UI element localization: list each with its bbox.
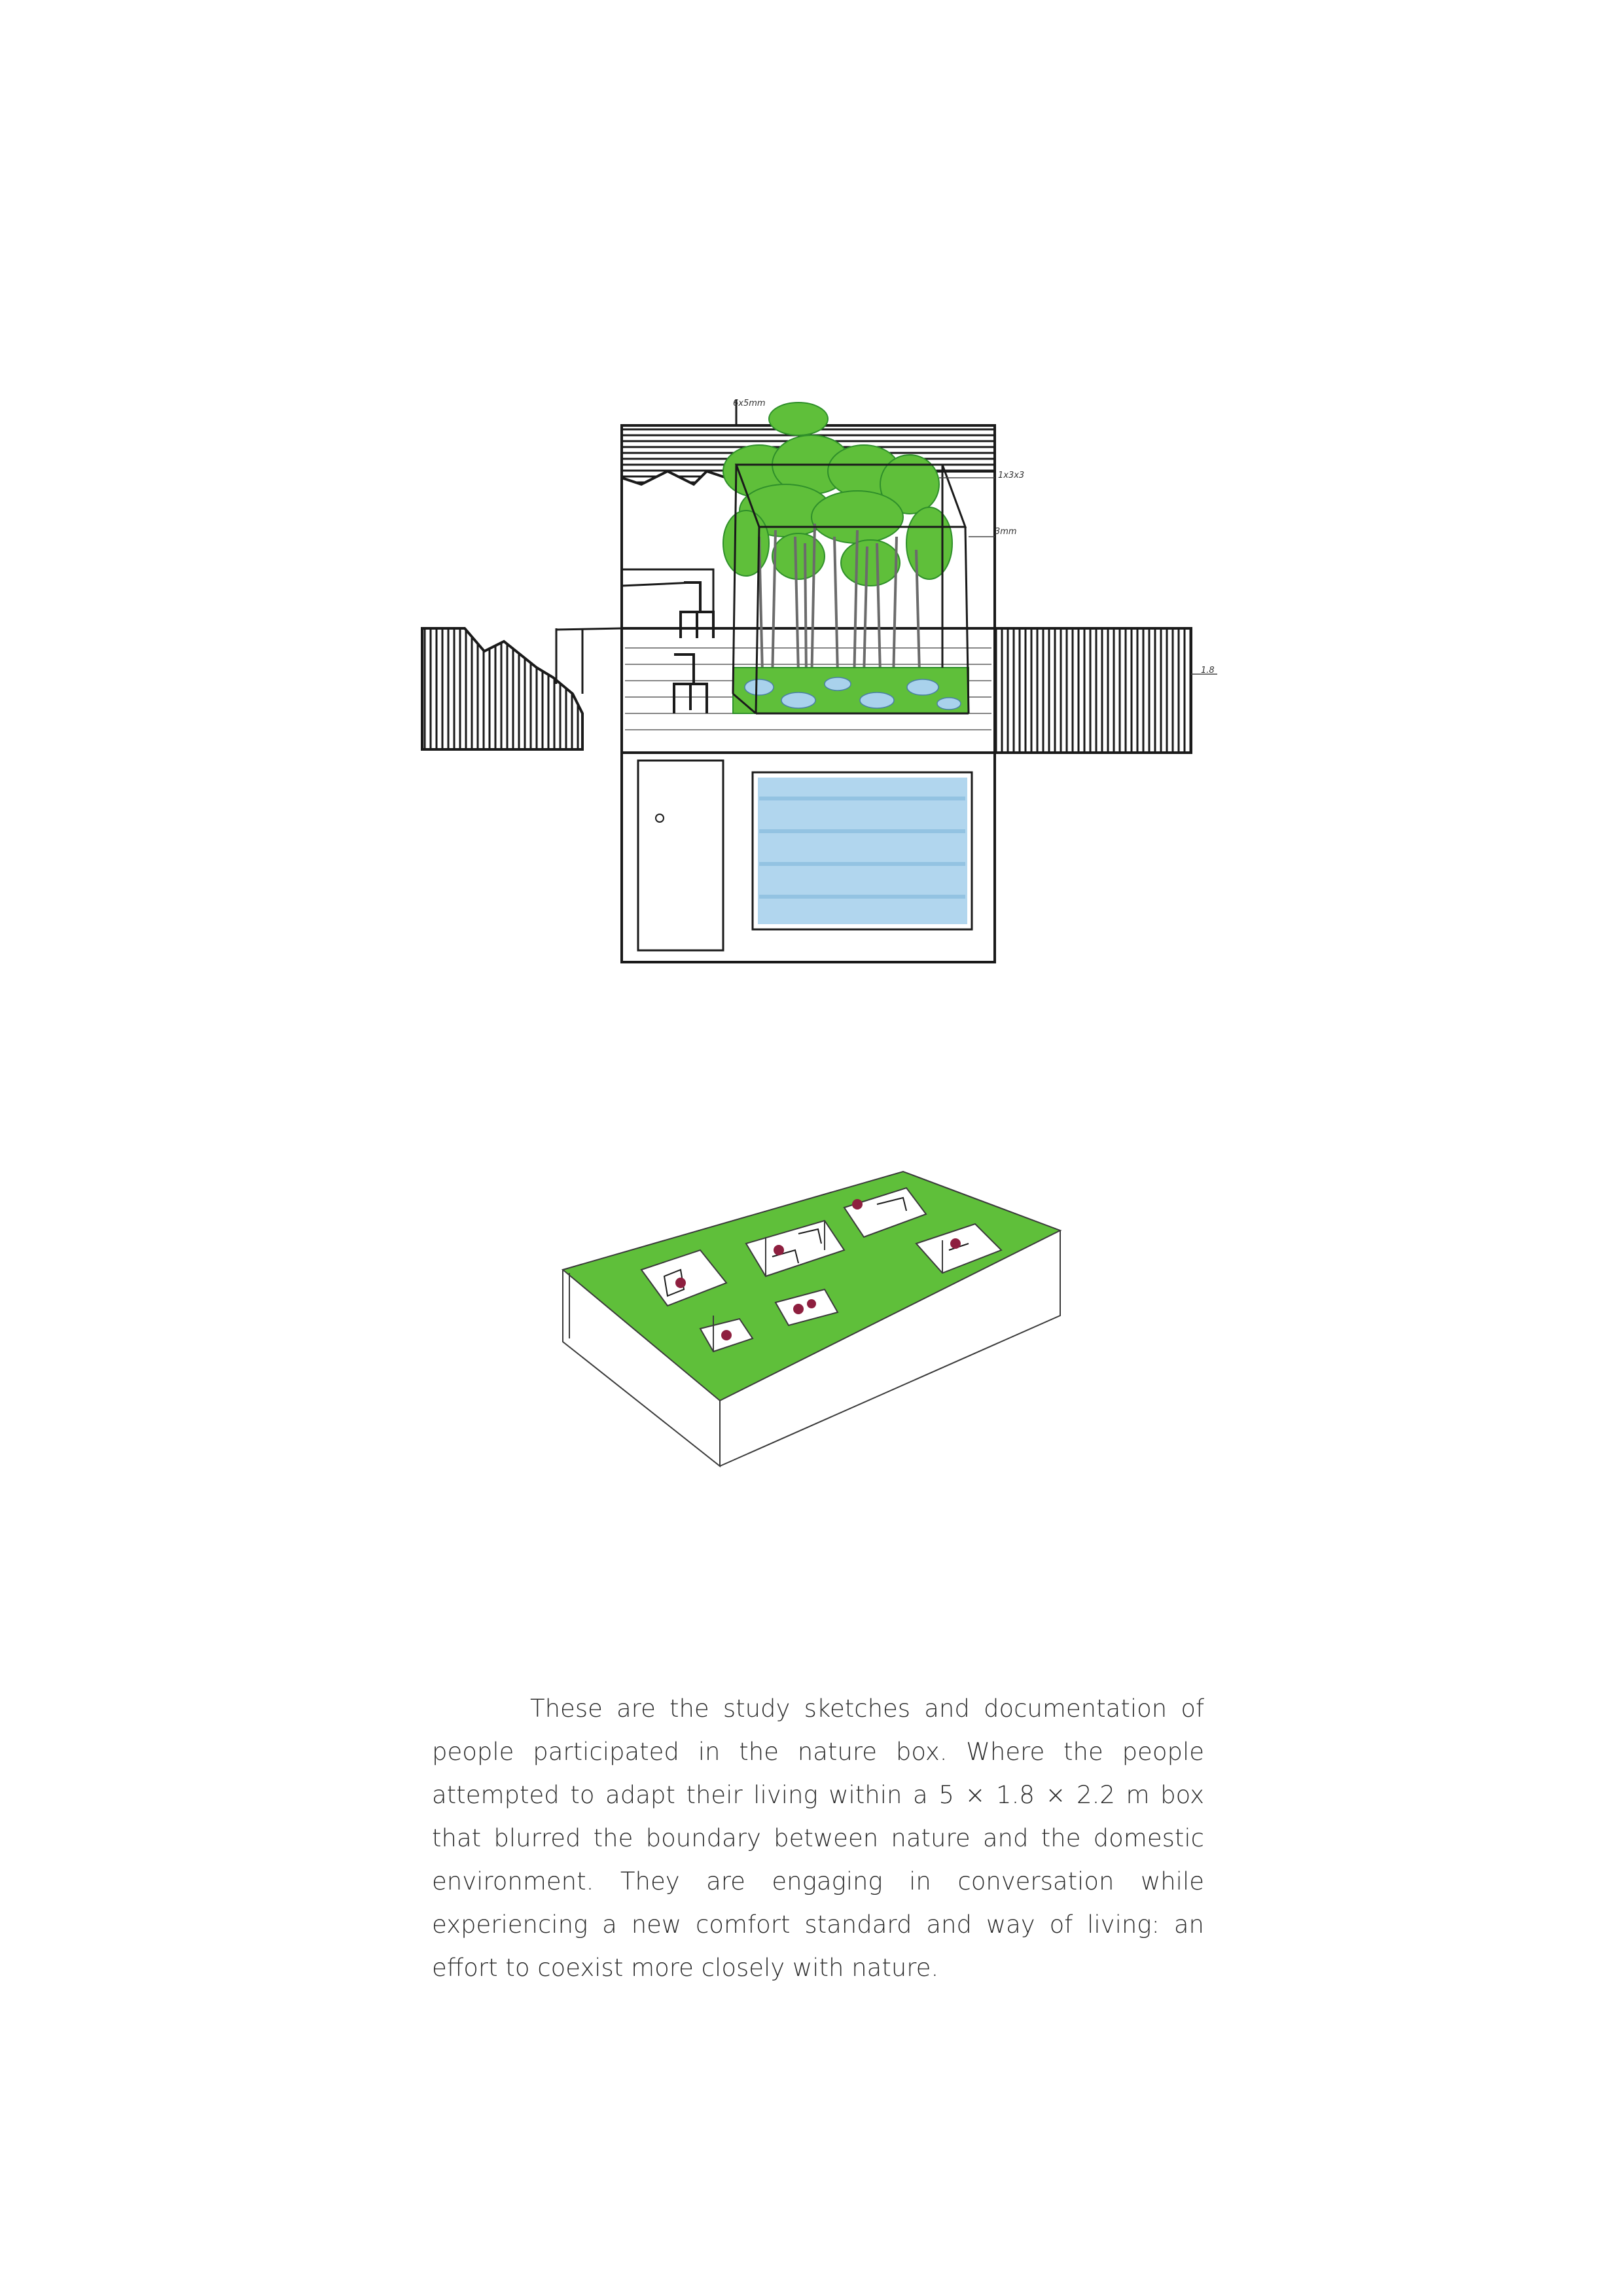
- railing: [556, 569, 713, 694]
- person-icon: [675, 1278, 686, 1288]
- right-fence: [995, 628, 1191, 753]
- nature-box-section-sketch: [406, 386, 1230, 975]
- annotation-box: 1x3x3: [998, 471, 1025, 480]
- person-icon: [852, 1199, 863, 1210]
- annotation-side: 1.8: [1201, 666, 1215, 675]
- left-fence: [422, 628, 582, 749]
- door: [638, 761, 723, 950]
- caption-text: These are the study sketches and documentation of people participated in the nature box. Where the people attempted to adapt their living within a 5 × 1.8 × 2.2 m box that blurred the boundary between nature and the domestic environment. They are engaging in conversation while experiencing a new comfort standard and way of living: an effort to coexist more closely with nature.: [432, 1695, 1204, 1982]
- person-icon: [793, 1304, 804, 1314]
- person-icon: [807, 1299, 816, 1308]
- annotation-top: 6x5mm: [733, 399, 766, 408]
- nature-box-isometric-sketch: [550, 1152, 1099, 1479]
- door-knob: [656, 814, 664, 822]
- lower-room: [622, 753, 995, 962]
- annotation-height: 3mm: [995, 527, 1017, 537]
- person-icon: [950, 1238, 961, 1249]
- person-icon: [721, 1330, 732, 1340]
- caption-paragraph: [432, 1687, 1204, 1990]
- green-roof: [563, 1172, 1060, 1401]
- person-icon: [774, 1245, 784, 1255]
